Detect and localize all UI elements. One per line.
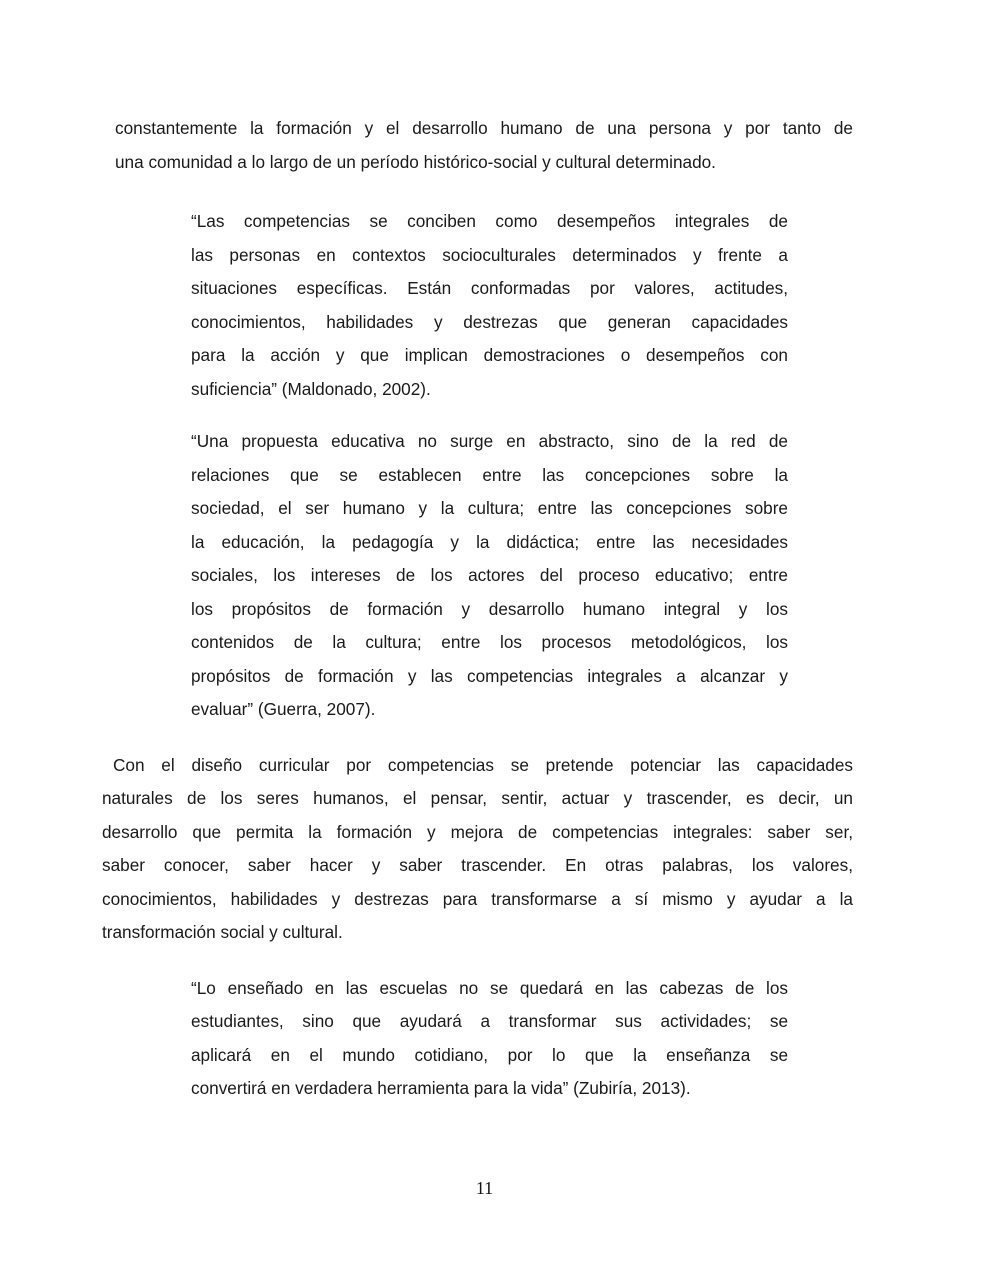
- text-line: la educación, la pedagogía y la didáctica; entre las necesidades: [191, 531, 788, 552]
- text-line: “Lo enseñado en las escuelas no se quedará en las cabezas de los: [191, 977, 788, 998]
- text-line: naturales de los seres humanos, el pensar, sentir, actuar y trascender, es decir, un: [102, 788, 853, 808]
- text-line: sociales, los intereses de los actores del proceso educativo; entre: [191, 565, 788, 585]
- text-line: Con el diseño curricular por competencias se pretende potenciar las capacidades: [113, 754, 853, 775]
- text-line: sociedad, el ser humano y la cultura; entre las concepciones sobre: [191, 498, 788, 518]
- paragraph-continuation: [115, 112, 853, 179]
- block-quote-maldonado: [191, 205, 788, 406]
- text-line: para la acción y que implican demostraciones o desempeños con: [191, 345, 788, 365]
- text-line: suficiencia” (Maldonado, 2002).: [191, 378, 431, 399]
- text-line: conocimientos, habilidades y destrezas para transformarse a sí mismo y ayudar a la: [102, 888, 853, 909]
- block-quote-guerra: [191, 425, 788, 727]
- block-quote-zubiria: [191, 972, 788, 1106]
- paragraph-competencias: [102, 749, 853, 950]
- text-line: situaciones específicas. Están conformadas por valores, actitudes,: [191, 278, 788, 298]
- text-line: desarrollo que permita la formación y mejora de competencias integrales: saber ser,: [102, 821, 853, 842]
- page-content: [102, 112, 853, 1200]
- text-line: evaluar” (Guerra, 2007).: [191, 699, 376, 719]
- text-line: aplicará en el mundo cotidiano, por lo que la enseñanza se: [191, 1044, 788, 1065]
- text-line: transformación social y cultural.: [102, 922, 343, 942]
- text-line: “Las competencias se conciben como desempeños integrales de: [191, 211, 788, 231]
- text-line: conocimientos, habilidades y destrezas que generan capacidades: [191, 311, 788, 332]
- text-line: una comunidad a lo largo de un período histórico-social y cultural determinado.: [115, 151, 716, 172]
- text-line: estudiantes, sino que ayudará a transformar sus actividades; se: [191, 1011, 788, 1031]
- text-line: constantemente la formación y el desarrollo humano de una persona y por tanto de: [115, 118, 853, 138]
- text-line: “Una propuesta educativa no surge en abstracto, sino de la red de: [191, 431, 788, 451]
- page-number: 11: [475, 1177, 494, 1198]
- text-line: propósitos de formación y las competencias integrales a alcanzar y: [191, 665, 788, 686]
- text-line: relaciones que se establecen entre las concepciones sobre la: [191, 464, 788, 485]
- text-line: convertirá en verdadera herramienta para la vida” (Zubiría, 2013).: [191, 1078, 691, 1098]
- text-line: contenidos de la cultura; entre los procesos metodológicos, los: [191, 632, 788, 652]
- text-line: las personas en contextos socioculturales determinados y frente a: [191, 244, 788, 265]
- text-line: los propósitos de formación y desarrollo humano integral y los: [191, 598, 788, 619]
- text-line: saber conocer, saber hacer y saber trascender. En otras palabras, los valores,: [102, 855, 853, 875]
